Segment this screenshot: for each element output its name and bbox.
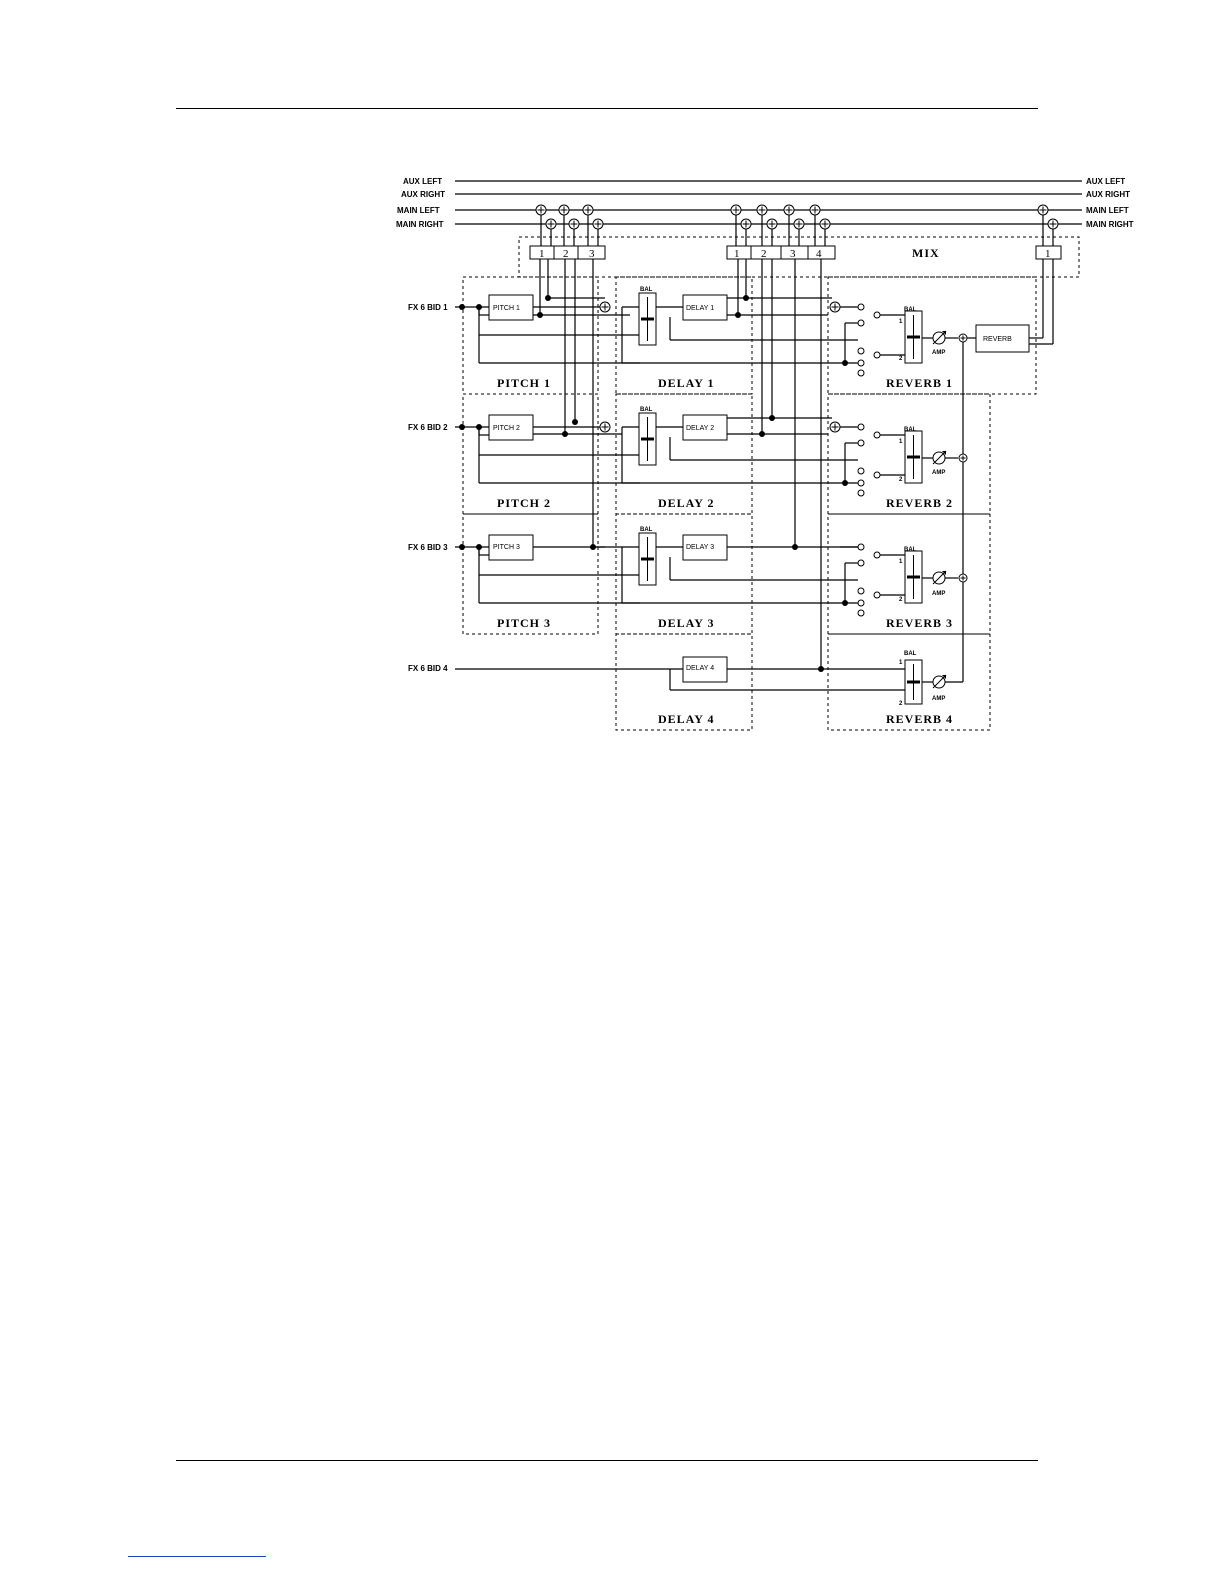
main-left-label-in: MAIN LEFT [397, 206, 440, 215]
switch-contact [858, 304, 864, 310]
pitch-block-label-3: PITCH 3 [493, 544, 520, 551]
input-label-1: FX 6 BID 1 [408, 303, 448, 312]
switch-contact [858, 560, 864, 566]
junction-dot [562, 431, 568, 437]
input-label-4: FX 6 BID 4 [408, 664, 448, 673]
switch-contact [858, 370, 864, 376]
switch-contact [858, 490, 864, 496]
switch-contact [874, 592, 880, 598]
junction-dot [572, 419, 578, 425]
main-right-label-in: MAIN RIGHT [396, 220, 444, 229]
junction-dot [842, 600, 848, 606]
input-label-3: FX 6 BID 3 [408, 543, 448, 552]
mix-number-delay-2: 2 [761, 248, 767, 260]
mix-number-delay-4: 4 [816, 248, 822, 260]
junction-dot [735, 312, 741, 318]
bal-in-1-r4: 1 [899, 660, 903, 666]
bal-label-reverb-1: BAL [904, 307, 917, 313]
bal-in-1-r1: 1 [899, 319, 903, 325]
junction-dot [476, 544, 482, 550]
aux-left-label-out: AUX LEFT [1086, 177, 1126, 186]
amp-label-3: AMP [932, 591, 946, 597]
bal-label-delay-3: BAL [640, 527, 653, 533]
main-right-label-out: MAIN RIGHT [1086, 220, 1134, 229]
section-label-delay-1: DELAY 1 [658, 376, 715, 390]
section-label-reverb-4: REVERB 4 [886, 712, 954, 726]
mix-number-pitch-2: 2 [563, 248, 569, 260]
bal-label-reverb-4: BAL [904, 651, 917, 657]
switch-contact [874, 552, 880, 558]
bal-in-2-r4: 2 [899, 701, 903, 707]
section-label-reverb-2: REVERB 2 [886, 496, 954, 510]
switch-contact [858, 480, 864, 486]
amp-label-1: AMP [932, 350, 946, 356]
bal-in-2-r2: 2 [899, 477, 903, 483]
input-label-2: FX 6 BID 2 [408, 423, 448, 432]
junction-dot [590, 544, 596, 550]
mix-number-delay-1: 1 [734, 248, 740, 260]
pitch-block-label-1: PITCH 1 [493, 305, 520, 312]
junction-dot [759, 431, 765, 437]
amp-label-2: AMP [932, 470, 946, 476]
fader-knob [907, 576, 920, 579]
switch-contact [858, 440, 864, 446]
bal-in-1-r3: 1 [899, 559, 903, 565]
junction-dot [818, 666, 824, 672]
junction-dot [545, 295, 551, 301]
junction-dot [537, 312, 543, 318]
junction-dot [842, 360, 848, 366]
delay-block-label-4: DELAY 4 [686, 665, 715, 672]
switch-contact [858, 424, 864, 430]
switch-contact [874, 432, 880, 438]
fader-knob [641, 438, 654, 441]
mix-number-pitch-3: 3 [589, 248, 595, 260]
delay-block-label-2: DELAY 2 [686, 425, 715, 432]
section-label-pitch-1: PITCH 1 [497, 376, 552, 390]
junction-dot [476, 304, 482, 310]
mix-number-pitch-1: 1 [539, 248, 545, 260]
section-label-delay-3: DELAY 3 [658, 616, 715, 630]
switch-contact [858, 544, 864, 550]
bal-label-reverb-2: BAL [904, 427, 917, 433]
switch-contact [858, 588, 864, 594]
fader-knob [907, 456, 920, 459]
mix-number-delay-3: 3 [790, 248, 796, 260]
delay-block-label-3: DELAY 3 [686, 544, 715, 551]
pitch-block-label-2: PITCH 2 [493, 425, 520, 432]
switch-contact [858, 610, 864, 616]
junction-dot [743, 295, 749, 301]
junction-dot [459, 424, 465, 430]
section-label-delay-2: DELAY 2 [658, 496, 715, 510]
junction-dot [459, 544, 465, 550]
switch-contact [858, 600, 864, 606]
fader-knob [641, 318, 654, 321]
section-label-mix: MIX [912, 246, 940, 260]
main-left-label-out: MAIN LEFT [1086, 206, 1129, 215]
delay-block-label-1: DELAY 1 [686, 305, 715, 312]
reverb-block-label: REVERB [983, 336, 1012, 343]
fader-knob [641, 558, 654, 561]
junction-dot [476, 424, 482, 430]
junction-dot [792, 544, 798, 550]
switch-contact [874, 352, 880, 358]
aux-right-label-out: AUX RIGHT [1086, 190, 1130, 199]
bal-in-2-r3: 2 [899, 597, 903, 603]
aux-right-label-in: AUX RIGHT [401, 190, 445, 199]
switch-contact [858, 320, 864, 326]
bal-label-delay-2: BAL [640, 407, 653, 413]
bal-in-1-r2: 1 [899, 439, 903, 445]
switch-contact [874, 472, 880, 478]
switch-contact [858, 348, 864, 354]
junction-dot [459, 304, 465, 310]
section-label-reverb-1: REVERB 1 [886, 376, 954, 390]
junction-dot [842, 480, 848, 486]
section-label-reverb-3: REVERB 3 [886, 616, 954, 630]
section-label-delay-4: DELAY 4 [658, 712, 715, 726]
bal-label-reverb-3: BAL [904, 547, 917, 553]
mix-box-d4 [808, 246, 835, 259]
bal-in-2-r1: 2 [899, 356, 903, 362]
section-label-pitch-3: PITCH 3 [497, 616, 552, 630]
fader-knob [907, 336, 920, 339]
bal-label-delay-1: BAL [640, 287, 653, 293]
switch-contact [874, 312, 880, 318]
junction-dot [769, 415, 775, 421]
mix-number-reverb-1: 1 [1045, 248, 1051, 260]
switch-contact [858, 468, 864, 474]
amp-label-4: AMP [932, 696, 946, 702]
fader-knob [907, 681, 920, 684]
section-label-pitch-2: PITCH 2 [497, 496, 552, 510]
aux-left-label-in: AUX LEFT [403, 177, 443, 186]
switch-contact [858, 360, 864, 366]
